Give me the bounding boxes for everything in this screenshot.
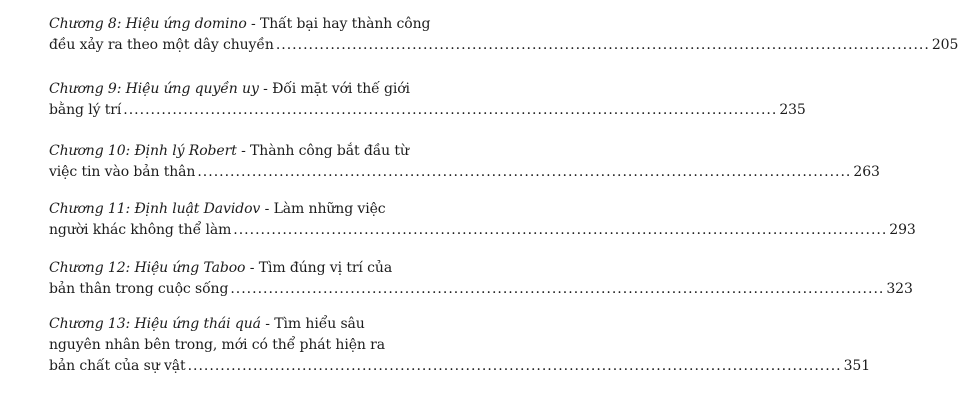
chapter-title: Chương 8: Hiệu ứng domino <box>49 16 247 32</box>
dot-leader <box>276 35 930 56</box>
page-number: 263 <box>853 164 880 180</box>
toc-entry-first-line <box>49 199 386 220</box>
toc-entry-first-line <box>49 314 365 335</box>
toc-entry-chapter-12 <box>49 258 913 300</box>
toc-entry-last-line <box>49 220 916 241</box>
toc-entry-middle-line: nguyên nhân bên trong, mới có thể phát hiện ra <box>49 337 385 353</box>
dot-leader <box>197 162 851 183</box>
chapter-subtitle-end: bằng lý trí <box>49 102 122 118</box>
page-number: 235 <box>779 102 806 118</box>
dot-leader <box>230 279 884 300</box>
toc-entry-last-line <box>49 100 806 121</box>
dot-leader <box>188 356 842 377</box>
page-number: 323 <box>886 281 913 297</box>
toc-entry-first-line <box>49 14 431 35</box>
toc-entry-chapter-11 <box>49 199 916 241</box>
chapter-subtitle: - Làm những việc <box>264 201 386 217</box>
dot-leader <box>123 100 777 121</box>
chapter-title: Chương 13: Hiệu ứng thái quá <box>49 316 261 332</box>
chapter-subtitle-end: người khác không thể làm <box>49 222 232 238</box>
dot-leader <box>233 220 887 241</box>
chapter-title: Chương 9: Hiệu ứng quyền uy <box>49 81 259 97</box>
page-number: 293 <box>889 222 916 238</box>
toc-entry-chapter-10 <box>49 141 880 183</box>
chapter-subtitle-end: việc tin vào bản thân <box>49 164 196 180</box>
toc-entry-last-line <box>49 35 958 56</box>
toc-entry-first-line <box>49 79 410 100</box>
page-number: 351 <box>843 358 871 374</box>
chapter-title: Chương 10: Định lý Robert <box>49 143 237 159</box>
toc-entry-chapter-9 <box>49 79 806 121</box>
toc-entry-last-line <box>49 279 913 300</box>
chapter-subtitle: - Thành công bắt đầu từ <box>241 143 409 159</box>
toc-entry-first-line <box>49 258 393 279</box>
chapter-title: Chương 11: Định luật Davidov <box>49 201 261 217</box>
chapter-subtitle-end: bản thân trong cuộc sống <box>49 281 229 297</box>
chapter-subtitle-end: bản chất của sự vật <box>49 358 186 374</box>
toc-entry-last-line <box>49 356 871 377</box>
toc-entry-first-line <box>49 141 409 162</box>
chapter-title: Chương 12: Hiệu ứng Taboo <box>49 260 246 276</box>
chapter-subtitle: - Tìm đúng vị trí của <box>249 260 393 276</box>
chapter-subtitle: - Tìm hiểu sâu <box>265 316 365 332</box>
page-number: 205 <box>931 37 958 53</box>
chapter-subtitle: - Đối mặt với thế giới <box>263 81 410 97</box>
toc-entry-chapter-13 <box>49 314 871 377</box>
toc-entry-chapter-8 <box>49 14 958 56</box>
chapter-subtitle: - Thất bại hay thành công <box>251 16 431 32</box>
toc-entry-last-line <box>49 162 880 183</box>
chapter-subtitle-end: đều xảy ra theo một dây chuyền <box>49 37 274 53</box>
